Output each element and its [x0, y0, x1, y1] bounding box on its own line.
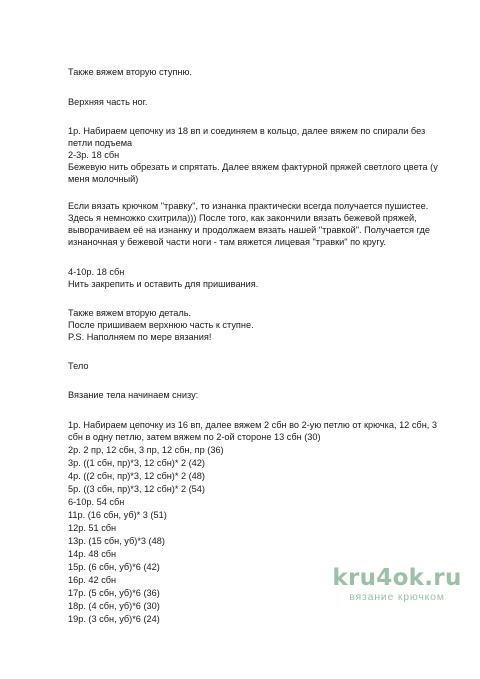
- section-heading: Верхняя часть ног.: [68, 97, 148, 107]
- site-watermark: [322, 566, 472, 603]
- text-line: Также вяжем вторую деталь.: [68, 308, 192, 318]
- text-line: 18р. (4 сбн, уб)*6 (30): [68, 601, 160, 611]
- text-line: Если вязать крючком "травку", то изнанка практически всегда получается пушистее.: [68, 201, 429, 211]
- text-line: 17р. (5 сбн, уб)*6 (36): [68, 588, 160, 598]
- text-line: 1р. Набираем цепочку из 18 вп и соединяем в кольцо, далее вяжем по спирали без: [68, 126, 426, 136]
- text-line: сбн в одну петлю, затем вяжем по 2-ой стороне 13 сбн (30): [68, 432, 321, 442]
- text-line: 11р. (16 сбн, уб)* 3 (51): [68, 510, 167, 520]
- text-line: 1р. Набираем цепочку из 16 вп, далее вяжем 2 сбн во 2-ую петлю от крючка, 12 сбн, 3: [68, 420, 437, 430]
- watermark-logo-text: kru4ok.ru: [332, 565, 462, 591]
- text-line: 4р. ((2 сбн, пр)*3, 12 сбн)* 2 (48): [68, 471, 205, 481]
- text-line: Нить закрепить и оставить для пришивания.: [68, 279, 259, 289]
- text-line: 19р. (3 сбн, уб)*6 (24): [68, 614, 160, 624]
- watermark-tagline: вязание крючком: [349, 591, 445, 603]
- text-line: меня молочный): [68, 174, 139, 184]
- text-line: 2-3р. 18 сбн: [68, 150, 120, 160]
- text-line: выворачиваем её на изнанку и продолжаем вязать нашей "травкой". Получается где: [68, 225, 430, 235]
- text-line: 2р. 2 пр, 12 сбн, 3 пр, 12 сбн, пр (36): [68, 445, 224, 455]
- text-line: изнаночная у бежевой части ноги - там вяжется лицевая "травки" по кругу.: [68, 237, 386, 247]
- text-line: Вязание тела начинаем снизу:: [68, 390, 199, 400]
- text-line: 15р. (6 сбн, уб)*6 (42): [68, 562, 160, 572]
- section-heading: Тело: [68, 361, 89, 371]
- text-line: 6-10р. 54 сбн: [68, 497, 125, 507]
- text-line: 5р. ((3 сбн, пр)*3, 12 сбн)* 2 (54): [68, 484, 205, 494]
- text-line: 12р. 51 сбн: [68, 523, 117, 533]
- text-line: 4-10р. 18 сбн: [68, 267, 125, 277]
- text-line: P.S. Наполняем по мере вязания!: [68, 332, 212, 342]
- text-line: Также вяжем вторую ступню.: [68, 67, 192, 77]
- text-line: Здесь я немножко схитрила))) После того, как закончили вязать бежевой пряжей,: [68, 213, 417, 223]
- text-line: 16р. 42 сбн: [68, 575, 117, 585]
- text-line: 3р. ((1 сбн, пр)*3, 12 сбн)* 2 (42): [68, 458, 205, 468]
- text-line: 14р. 48 сбн: [68, 549, 117, 559]
- text-line: Бежевую нить обрезать и спрятать. Далее вяжем фактурной пряжей светлого цвета (у: [68, 162, 438, 172]
- text-line: петли подъема: [68, 138, 133, 148]
- text-line: 13р. (15 сбн, уб)*3 (48): [68, 536, 165, 546]
- text-line: После пришиваем верхнюю часть к ступне.: [68, 320, 254, 330]
